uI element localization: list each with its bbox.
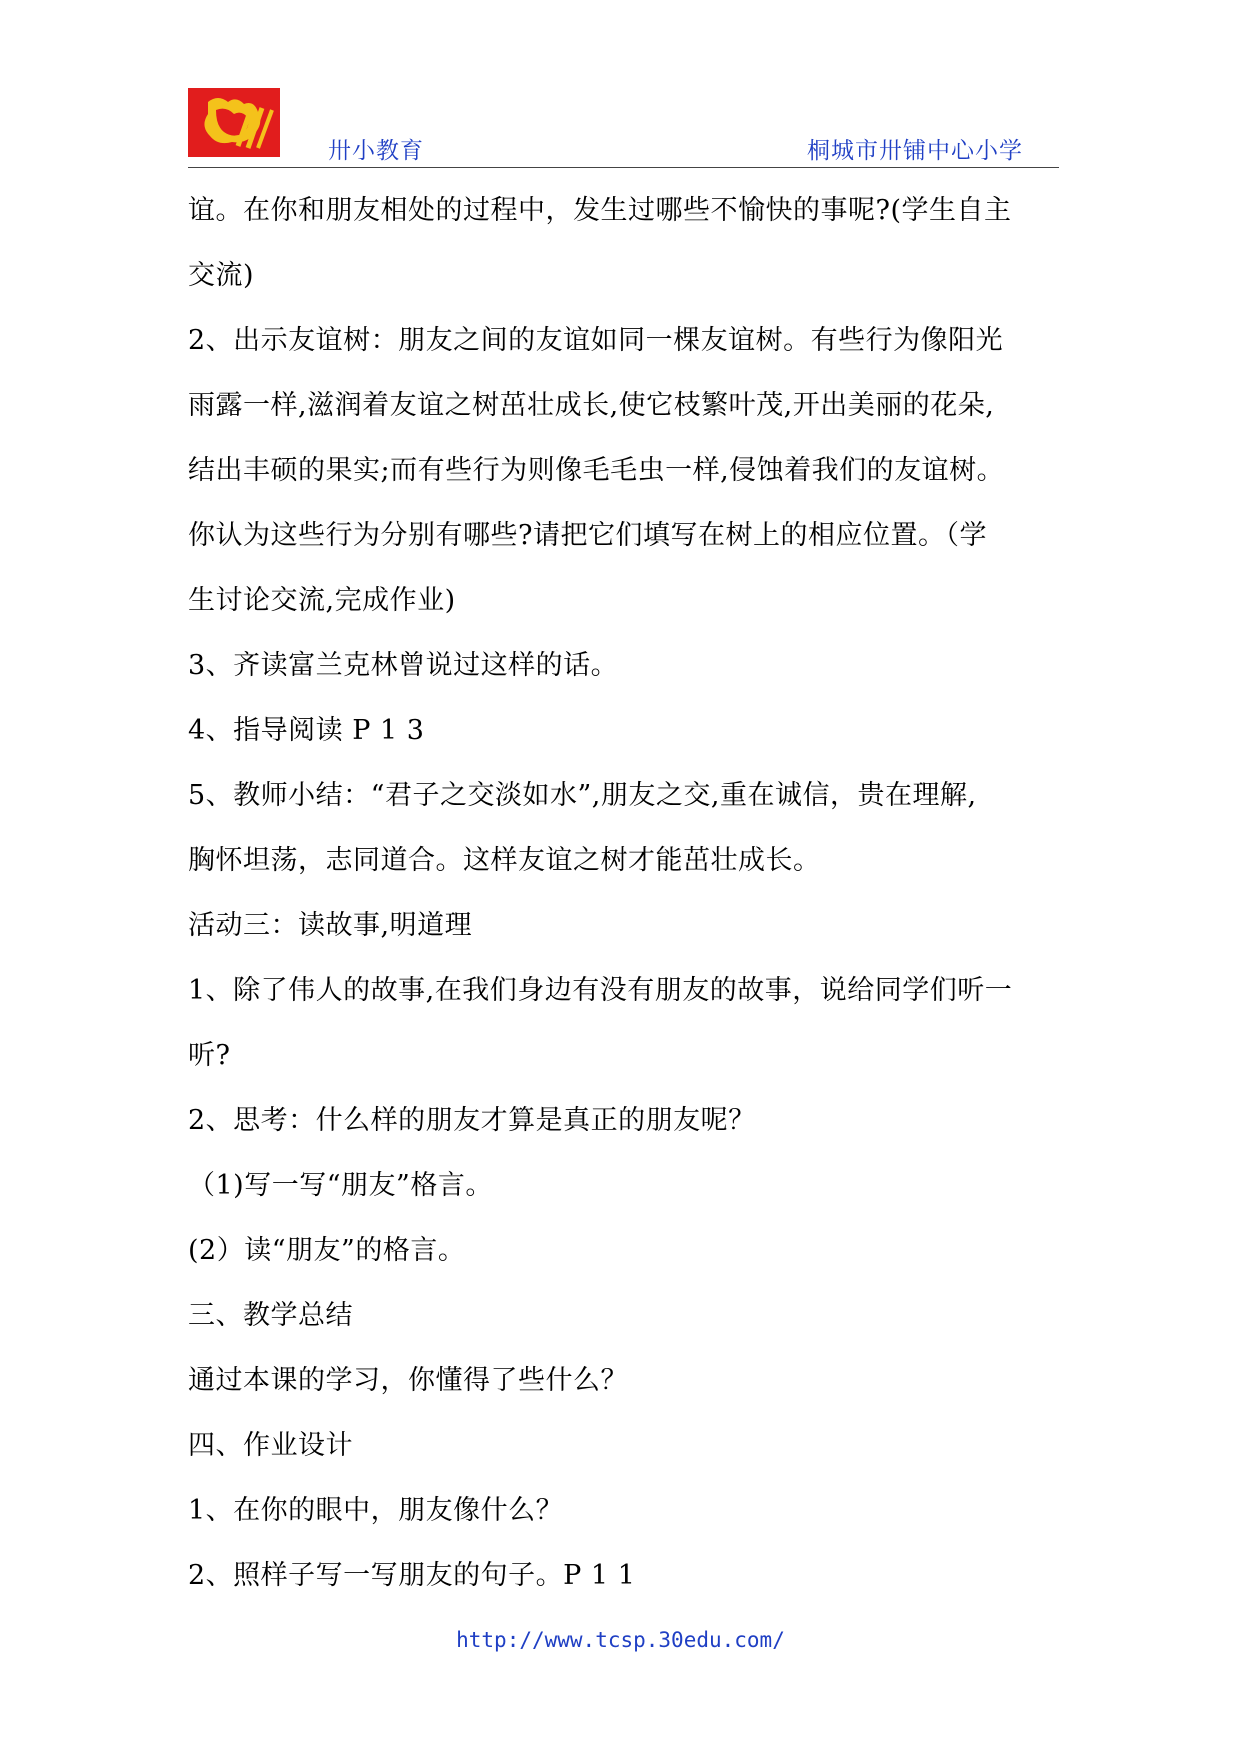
page-header <box>188 88 1059 168</box>
section-heading: 四、作业设计 <box>188 1430 353 1461</box>
text-line: 2、出示友谊树：朋友之间的友谊如同一棵友谊树。有些行为像阳光 <box>188 325 1004 356</box>
text-line: 雨露一样,滋润着友谊之树茁壮成长,使它枝繁叶茂,开出美丽的花朵, <box>188 390 995 421</box>
header-divider <box>188 167 1059 168</box>
text-line: 1、在你的眼中，朋友像什么？ <box>188 1495 564 1526</box>
footer-url: http://www.tcsp.30edu.com/ <box>456 1628 785 1652</box>
school-short-name: 卅小教育 <box>328 138 424 164</box>
text-line: 1、除了伟人的故事,在我们身边有没有朋友的故事，说给同学们听一 <box>188 975 1013 1006</box>
text-line: 5、教师小结：“君子之交淡如水”,朋友之交,重在诚信，贵在理解, <box>188 780 977 811</box>
text-line: 通过本课的学习，你懂得了些什么？ <box>188 1365 628 1396</box>
text-line: 生讨论交流,完成作业) <box>188 585 456 616</box>
text-line: 2、照样子写一写朋友的句子。P 1 1 <box>188 1560 636 1591</box>
text-line: 你认为这些行为分别有哪些?请把它们填写在树上的相应位置。（学 <box>188 520 987 551</box>
text-line: 听? <box>188 1040 231 1071</box>
text-line: (2）读“朋友”的格言。 <box>188 1235 466 1266</box>
text-line: 谊。在你和朋友相处的过程中，发生过哪些不愉快的事呢?(学生自主 <box>188 195 1012 226</box>
text-line: 结出丰硕的果实;而有些行为则像毛毛虫一样,侵蚀着我们的友谊树。 <box>188 455 1005 486</box>
text-line: 2、思考：什么样的朋友才算是真正的朋友呢？ <box>188 1105 756 1136</box>
text-line: 4、指导阅读 P 1 3 <box>188 715 425 746</box>
text-line: （1)写一写“朋友”格言。 <box>188 1170 493 1201</box>
section-heading: 活动三：读故事,明道理 <box>188 910 473 941</box>
school-logo <box>188 88 280 157</box>
text-line: 交流) <box>188 260 255 291</box>
school-full-name: 桐城市卅铺中心小学 <box>807 138 1023 164</box>
text-line: 3、齐读富兰克林曾说过这样的话。 <box>188 650 619 681</box>
section-heading: 三、教学总结 <box>188 1300 353 1331</box>
document-body <box>188 178 1068 1608</box>
text-line: 胸怀坦荡，志同道合。这样友谊之树才能茁壮成长。 <box>188 845 821 876</box>
